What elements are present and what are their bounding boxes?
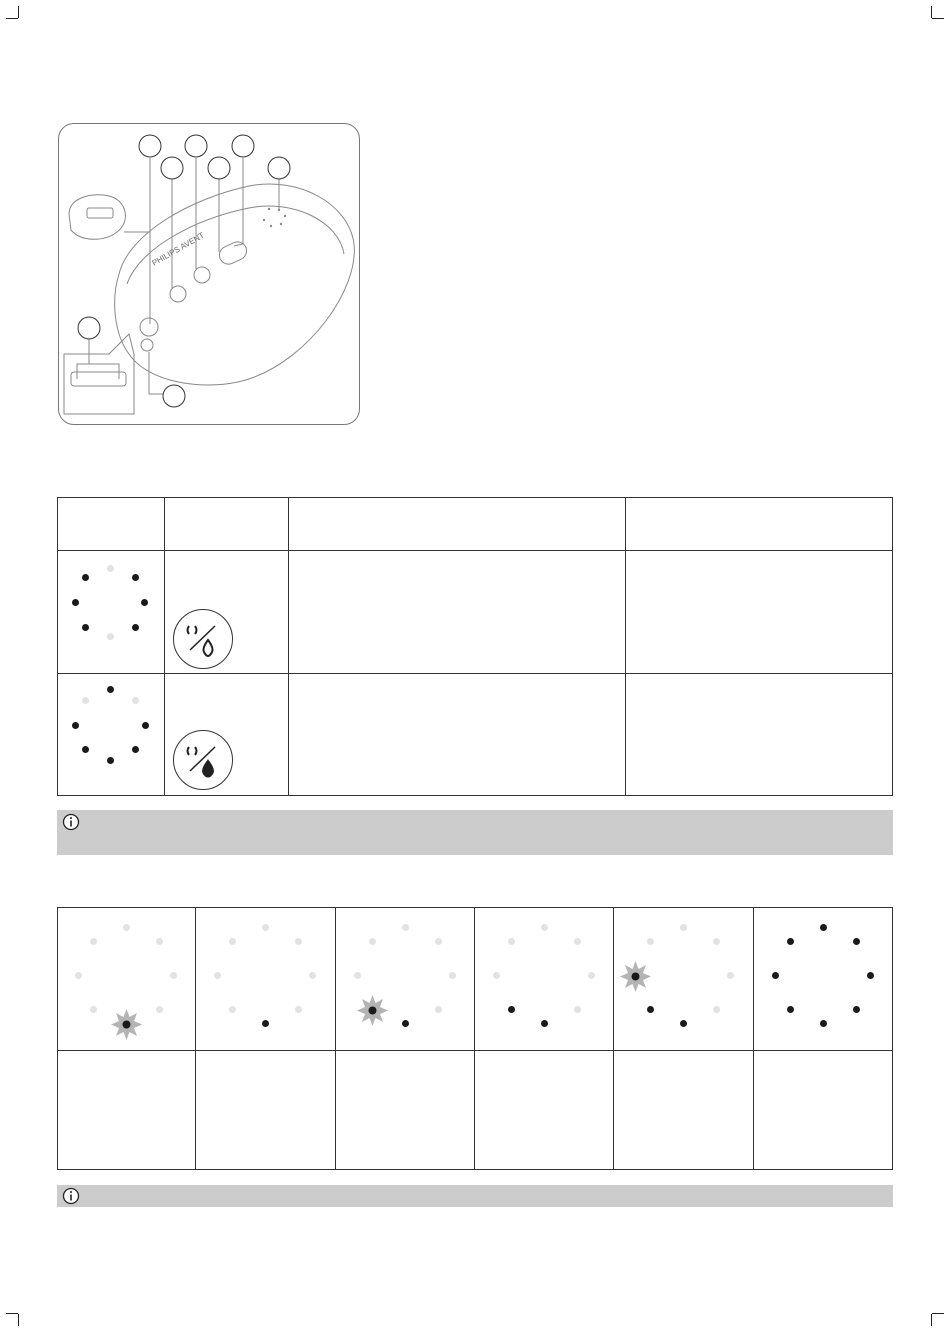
meaning-cell <box>626 674 893 796</box>
crop-mark <box>932 18 944 19</box>
step-label-cell <box>474 1051 613 1170</box>
info-icon <box>62 813 80 836</box>
humidity-button-icon <box>173 609 233 669</box>
info-note <box>57 1185 893 1207</box>
step-label-cell <box>196 1051 335 1170</box>
step-pattern-cell <box>58 908 196 1051</box>
crop-mark <box>6 18 18 19</box>
table-header-cell <box>164 498 288 551</box>
step-pattern-cell <box>335 908 474 1051</box>
step-pattern-cell <box>614 908 753 1051</box>
button-icon-cell <box>164 674 288 796</box>
humidity-button-icon <box>173 730 233 790</box>
step-label-cell <box>614 1051 753 1170</box>
button-icon-cell <box>164 551 288 674</box>
table-header-cell <box>288 498 626 551</box>
description-cell <box>288 674 626 796</box>
crop-mark <box>18 6 19 18</box>
step-label-cell <box>335 1051 474 1170</box>
step-label-cell <box>753 1051 892 1170</box>
step-pattern-cell <box>196 908 335 1051</box>
product-illustration <box>58 123 360 425</box>
brand-label: PHILIPS AVENT <box>150 230 206 268</box>
light-pattern-cell <box>58 674 165 796</box>
light-pattern-cell <box>58 551 165 674</box>
info-icon <box>62 1187 80 1210</box>
device-drawing <box>59 124 361 426</box>
crop-mark <box>18 1314 19 1326</box>
crop-mark <box>931 1314 932 1326</box>
crop-mark <box>6 1313 18 1314</box>
step-label-cell <box>58 1051 196 1170</box>
table-header-cell <box>58 498 165 551</box>
light-pattern-table <box>57 497 893 796</box>
crop-mark <box>931 6 932 18</box>
info-note <box>57 810 893 855</box>
meaning-cell <box>626 551 893 674</box>
step-pattern-cell <box>753 908 892 1051</box>
description-cell <box>288 551 626 674</box>
step-pattern-cell <box>474 908 613 1051</box>
progress-sequence-table <box>57 907 893 1170</box>
table-header-cell <box>626 498 893 551</box>
crop-mark <box>932 1313 944 1314</box>
